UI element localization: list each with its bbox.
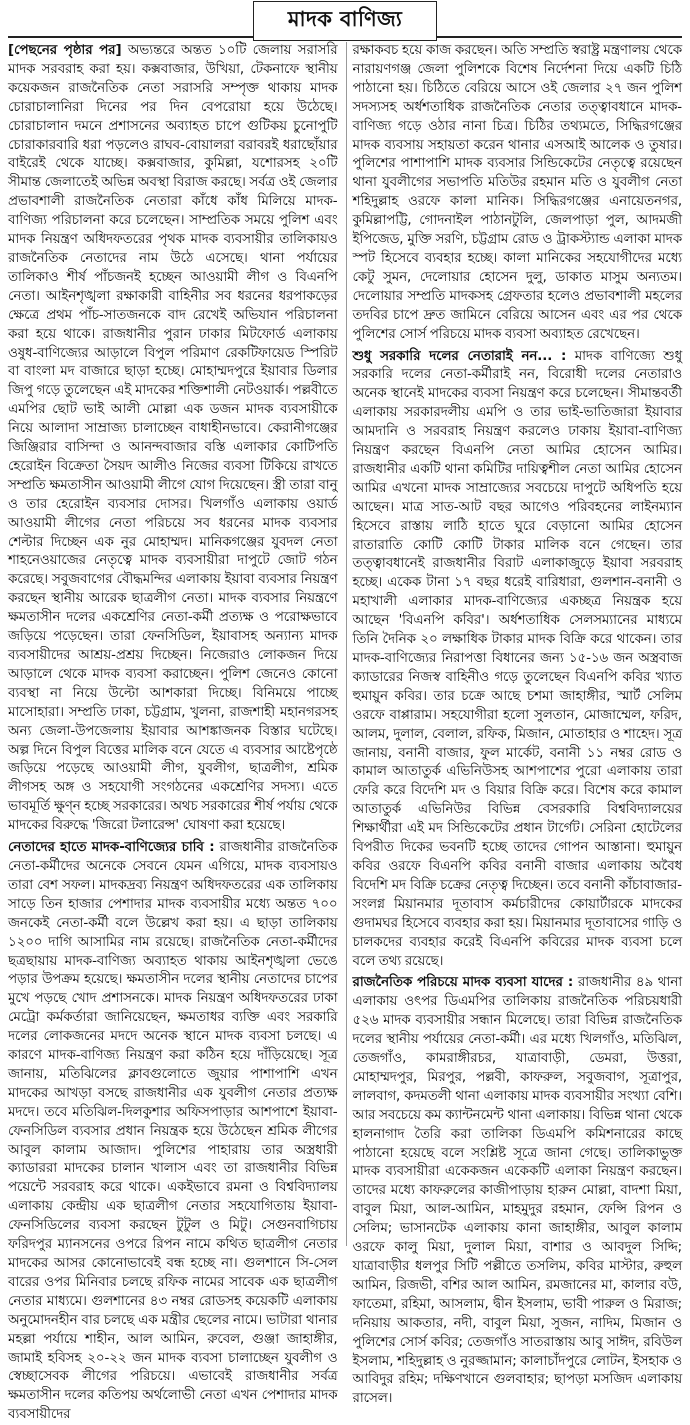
article-paragraph xyxy=(353,42,683,345)
section-header xyxy=(8,6,682,38)
article-columns xyxy=(8,42,682,1423)
subheading: নেতাদের হাতে মাদক-বাণিজ্যের চাবি : xyxy=(8,840,215,856)
continued-from-marker: [পেছনের পৃষ্ঠার পর] xyxy=(8,43,122,58)
subheading: রাজনৈতিক পরিচয়ে মাদক ব্যবসা যাদের : xyxy=(352,975,574,991)
section-title: মাদক বাণিজ্য xyxy=(253,1,437,41)
article-paragraph xyxy=(353,348,683,972)
paragraph-text: রাজধানীর রাজনৈতিক নেতা-কর্মীদের অনেকে সেবনে যেমন এগিয়ে, মাদক ব্যবসায়ও তারা বেশ সফল। মাদকদ্রব্য নিয়ন্ত্রণ অধিদফতরের এক তালিকায় সাড়ে তিন হাজার পেশাদার মাদক ব্যবসায়ীর মধ্যে অন্তত ৭০০ জনকেই নেতা-কর্মী বলে উল্লেখ করা হয়। এ ছাড়া তালিকায় ১২০০ দাগি আসামির নাম রয়েছে। রাজনৈতিক নেতা-কর্মীদের ছত্রছায়ায় মাদক-বাণিজ্য অব্যাহত থাকায় আইনশৃঙ্খলা ভেঙে পড়ার উপক্রম হয়েছে। ক্ষমতাসীন দলের স্থানীয় নেতাদের চাপের মুখে পড়ছে খোদ প্রশাসনকে। মাদক নিয়ন্ত্রণ অধিদফতরের ঢাকা মেট্রো কর্মকর্তারা জানিয়েছেন, ক্ষমতাধর ব্যক্তি এবং সরকারি দলের লোকজনের মদদে অনেক স্থানে মাদক ব্যবসা চলছে। এ কারণে মাদক-বাণিজ্য নিয়ন্ত্রণ করা কঠিন হয়ে দাঁড়িয়েছে। সূত্র জানায়, মতিঝিলের ক্লাবগুলোতে জুয়ার পাশাপাশি এখন মাদকের আখড়া বসছে রাজধানীর এক যুবলীগ নেতার প্রত্যক্ষ মদদে। তবে মতিঝিল-দিলকুশার অফিসপাড়ার আশপাশে ইয়াবা-ফেনসিডিল ব্যবসার প্রধান নিয়ন্ত্রক হয়ে উঠেছেন শ্রমিক লীগের আবুল কালাম আজাদ। পুলিশের পাহারায় তার অস্ত্রধারী ক্যাডাররা মাদকের চালান খালাস এবং তা রাজধানীর বিভিন্ন পয়েন্টে সরবরাহ করে থাকে। একইভাবে রমনা ও বিশ্ববিদ্যালয় এলাকায় কেন্দ্রীয় এক ছাত্রলীগ নেতার সহযোগিতায় ইয়াবা-ফেনসিডিলের ব্যবসা করছেন টুটুল ও মিটু। সেগুনবাগিচায় ফরিদপুর ম্যানসনের ওপরে রিপন নামে কথিত ছাত্রলীগ নেতার মাদকের আসর কোনোভাবেই বন্ধ হচ্ছে না। গুলশানে সি-সেল বারের ওপর মিনিবার চলছে রফিক নামের সাবেক এক ছাত্রলীগ নেতার মাধ্যমে। গুলশানের ৪৩ নম্বর রোডসহ কয়েকটি এলাকায় অনুমোদনহীন বার চলছে এক মন্ত্রীর ছেলের নামে। ভাটারা থানার মহল্লা পর্যায়ে শাহীন, আল আমিন, রুবেল, গুঞ্জা জাহাঙ্গীর, জামাই হবিসহ ২০-২২ জন মাদক ব্যবসা চালাচ্ছেন যুবলীগ ও স্বেচ্ছাসেবক লীগের পরিচয়ে। এভাবেই রাজধানীর সর্বত্র ক্ষমতাসীন দলের কতিপয় অর্থলোভী নেতা এখন পেশাদার মাদক ব্যবসায়ীদের xyxy=(8,840,338,1423)
article-paragraph xyxy=(353,974,683,1409)
article-paragraph xyxy=(8,42,338,836)
paragraph-text: মাদক বাণিজ্যে শুধু সরকারি দলের নেতা-কর্মীরাই নন, বিরোধী দলের নেতারাও অনেক স্থানেই মাদকের ব্যবসা নিয়ন্ত্রণ করে চলেছেন। সীমান্তবর্তী এলাকায় সরকারদলীয় এমপি ও তার ভাই-ভাতিজারা ইয়াবার আমদানি ও সরবরাহ নিয়ন্ত্রণ করলেও ঢাকায় ইয়াবা-বাণিজ্য নিয়ন্ত্রণ করছেন বিএনপি নেতা আমির হোসেন আমির। রাজধানীর একটি থানা কমিটির দায়িত্বশীল নেতা আমির হোসেন আমির এখনো মাদক সাম্রাজ্যের সবচেয়ে দাপুটে অধিপতি হয়ে আছেন। মাত্র সাত-আট বছর আগেও পরিবহনের লাইনম্যান হিসেবে রাস্তায় লাঠি হাতে ঘুরে বেড়ানো আমির হোসেন রাতারাতি কোটি কোটি টাকার মালিক বনে গেছেন। তার তত্ত্বাবধানেই রাজধানীর বিরাট এলাকাজুড়ে ইয়াবা সরবরাহ হচ্ছে। একেক টানা ১৭ বছর ধরেই বারিধারা, গুলশান-বনানী ও মহাখালী এলাকার মাদক-বাণিজ্যের একচ্ছত্র নিয়ন্ত্রক হয়ে আছেন 'বিএনপি কবির'। অর্ধশতাধিক সেলসম্যানের মাধ্যমে তিনি দৈনিক ২০ লক্ষাধিক টাকার মাদক বিক্রি করে থাকেন। তার মাদক-বাণিজ্যের নিরাপত্তা বিধানের জন্য ১৫-১৬ জন অস্ত্রবাজ ক্যাডারের নিজস্ব বাহিনীও গড়ে তুলেছেন বিএনপি কবির খ্যাত হুমায়ুন কবির। তার চক্রে আছে চশমা জাহাঙ্গীর, স্মার্ট সেলিম ওরফে বাপ্পারাম। সহযোগীরা হলো সুলতান, মোজাম্মেল, ফরিদ, আলম, দুলাল, বেলাল, রফিক, মিজান, মোতাহার ও শাহেদ। সূত্র জানায়, বনানী বাজার, ফুল মার্কেট, বনানী ১১ নম্বর রোড ও কামাল আতাতুর্ক এভিনিউসহ আশপাশের পুরো এলাকায় তারা ফেরি করে বিদেশি মদ ও বিয়ার বিক্রি করে। বিশেষ করে কামাল আতাতুর্ক এভিনিউর বিভিন্ন বেসরকারি বিশ্ববিদ্যালয়ের শিক্ষার্থীরা এই মদ সিন্ডিকেটের প্রধান টার্গেট। সেরিনা হোটেলের বিপরীত দিকের ভবনটি হচ্ছে তাদের গোপন আস্তানা। হুমায়ুন কবির ওরফে বিএনপি কবির বনানী বাজার এলাকায় অবৈধ বিদেশি মদ বিক্রি চক্রের নেতৃত্ব দিচ্ছেন। তবে বনানী কাঁচাবাজার-সংলগ্ন মিয়ানমার দূতাবাস কর্মচারীদের কোয়ার্টারকে মাদকের গুদামঘর হিসেবে ব্যবহার করা হয়। মিয়ানমার দূতাবাসের গাড়ি ও চালকদের ব্যবহার করেই বিএনপি কবিরের মাদক ব্যবসা চলে বলে তথ্য রয়েছে। xyxy=(352,348,682,969)
article-column-right xyxy=(346,42,683,1407)
paragraph-text: রাজধানীর ৪৯ থানা এলাকায় ওৎপর ডিএমপির তালিকায় রাজনৈতিক পরিচয়ধারী ৫২৬ মাদক ব্যবসায়ীর সন্ধান মিলেছে। তারা বিভিন্ন রাজনৈতিক দলের স্থানীয় পর্যায়ের নেতা-কর্মী। এর মধ্যে খিলগাঁও, মতিঝিল, তেজগাঁও, কামরাঙ্গীরচর, যাত্রাবাড়ী, ডেমরা, উত্তরা, মোহাম্মদপুর, মিরপুর, পল্লবী, কাফরুল, সবুজবাগ, সূত্রাপুর, লালবাগ, কদমতলী থানা এলাকায় মাদক ব্যবসায়ীর সংখ্যা বেশি। আর সবচেয়ে কম ক্যান্টনমেন্ট থানা এলাকায়। বিভিন্ন থানা থেকে হালনাগাদ তৈরি করা তালিকা ডিএমপি কমিশনারের কাছে পাঠানো হয়েছে বলে সংশ্লিষ্ট সূত্রে জানা গেছে। তালিকাভুক্ত মাদক ব্যবসায়ীরা একেকজন একেকটি এলাকা নিয়ন্ত্রণ করছেন। তাদের মধ্যে কাফরুলের কাজীপাড়ায় হারুন মোল্লা, বাদশা মিয়া, বাবুল মিয়া, আল-আমিন, মাহমুদুর রহমান, ফেন্সি রিপন ও সেলিম; ভাসানটেক এলাকায় কানা জাহাঙ্গীর, আবুল কালাম ওরফে কালু মিয়া, দুলাল মিয়া, বাশার ও আবদুল সিদ্দি; যাত্রাবাড়ীর ধলপুর সিটি পল্লীতে তসলিম, কবির মাস্টার, রুহুল আমিন, রিজভী, বশির আল আমিন, রমজানের মা, কালার বউ, ফাতেমা, রহিমা, আসলাম, দ্বীন ইসলাম, ভাবী পারুল ও মিরাজ; দনিয়ায় আকতার, নদী, বাবুল মিয়া, সুজন, নাদিম, মিজান ও পুলিশের সোর্স কবির; তেজগাঁও সাতরাস্তায় আবু সাঈদ, রবিউল ইসলাম, শহিদুল্লাহ ও নুরজ্জামান; কালাচাঁদপুরে লোটন, ইসহাক ও আবিদুর রহিম; দক্ষিণখানে গুলবাহার; ছাপড়া মসজিদ এলাকায় রাসেল। xyxy=(352,975,682,1407)
subheading: শুধু সরকারি দলের নেতারাই নন... : xyxy=(352,348,567,364)
article-paragraph xyxy=(8,839,338,1425)
paragraph-text: রক্ষাকবচ হয়ে কাজ করছেন। অতি সম্প্রতি স্বরাষ্ট্র মন্ত্রণালয় থেকে নারায়ণগঞ্জ জেলা পুলিশকে বিশেষ নির্দেশনা দিয়ে একটি চিঠি পাঠানো হয়। চিঠিতে বেরিয়ে আসে ওই জেলার ২৭ জন পুলিশ সদস্যসহ অর্ধশতাধিক রাজনৈতিক নেতার তত্ত্বাবধানে মাদক-বাণিজ্য গড়ে ওঠার নানা চিত্র। চিঠির তথ্যমতে, সিদ্ধিরগঞ্জের মাদক ব্যবসায় সহায়তা করেন থানার এসআই আলেক ও তুষার। পুলিশের পাশাপাশি মাদক ব্যবসার সিন্ডিকেটের নেতৃত্বে রয়েছেন থানা যুবলীগের সভাপতি মতিউর রহমান মতি ও যুবলীগ নেতা শহিদুল্লাহ ওরফে কালা মানিক। সিদ্ধিরগঞ্জের এনায়েতনগর, কুমিল্লাপট্টি, গোদনাইল পাঠানটুলি, জেলপাড়া পুল, আদমজী ইপিজেড, মুক্তি সরণি, চট্টগ্রাম রোড ও ট্রাকস্ট্যান্ড এলাকা মাদক স্পট হিসেবে ব্যবহার হচ্ছে। কালা মানিকের সহযোগীদের মধ্যে কেটু সুমন, দেলোয়ার হোসেন দুলু, ডাকাত মাসুম অন্যতম। দেলোয়ার সম্প্রতি মাদকসহ গ্রেফতার হলেও প্রভাবশালী মহলের তদবির চাপে দ্রুত জামিনে বেরিয়ে আসেন এবং এর পর থেকে পুলিশের সোর্স পরিচয়ে মাদক ব্যবসা অব্যাহত রেখেছেন। xyxy=(352,43,682,342)
paragraph-text: অভ্যন্তরে অন্তত ১০টি জেলায় সরাসরি মাদক সরবরাহ করা হয়। কক্সবাজার, উখিয়া, টেকনাফে স্থানীয় কয়েকজন রাজনৈতিক নেতা সরাসরি সম্পৃক্ত থাকায় মাদক চোরাচালানিরা দিনের পর দিন বেপরোয়া হয়ে উঠেছে। চোরাচালান দমনে প্রশাসনের অব্যাহত চাপে গুটিকয় চুনোপুটি চোরাকারবারি ধরা পড়লেও রাঘব-বোয়ালরা বরাবরই ধরাছোঁয়ার বাইরেই থেকে যাচ্ছে। কক্সবাজার, কুমিল্লা, যশোরসহ ২০টি সীমান্ত জেলাতেই অভিন্ন অবস্থা বিরাজ করছে। সর্বত্র ওই জেলার প্রভাবশালী রাজনৈতিক নেতারা কাঁধে কাঁধ মিলিয়ে মাদক-বাণিজ্য পরিচালনা করে চলেছেন। সাম্প্রতিক সময়ে পুলিশ এবং মাদক নিয়ন্ত্রণ অধিদফতরের পৃথক মাদক ব্যবসায়ীর তালিকায়ও রাজনৈতিক নেতাদের নাম উঠে এসেছে। থানা পর্যায়ের তালিকাও শীর্ষ পাঁচজনই হচ্ছেন আওয়ামী লীগ ও বিএনপি নেতা। আইনশৃঙ্খলা রক্ষাকারী বাহিনীর সব ধরনের ধরপাকড়ের ক্ষেত্রে প্রথম পাঁচ-সাতজনকে বাদ রেখেই অভিযান পরিচালনা করা হয়ে থাকে। রাজধানীর পুরান ঢাকার মিটফোর্ড এলাকায় ওষুধ-বাণিজ্যের আড়ালে বিপুল পরিমাণ রেকটিফায়েড স্পিরিট বা বাংলা মদ বাজারে ছাড়া হচ্ছে। মোহাম্মদপুরে ইয়াবার ডিলার জিপু গড়ে তুলেছেন এই মাদকের শক্তিশালী নেটওয়ার্ক। পল্লবীতে এমপির ছোট ভাই আলী মোল্লা এক ডজন মাদক ব্যবসায়ীকে নিয়ে আলাদা সাম্রাজ্য চালাচ্ছেন বাধাহীনভাবে। কেরানীগঞ্জের জিঞ্জিরার বাসিন্দা ও আনন্দবাজার বস্তি এলাকার কোটিপতি হেরোইন বিক্রেতা সৈয়দ আলীও নিজের ব্যবসা টিকিয়ে রাখতে সম্প্রতি ক্ষমতাসীন আওয়ামী লীগে যোগ দিয়েছেন। স্ত্রী তারা বানু ও তার হেরোইন ব্যবসার দোসর। খিলগাঁও এলাকায় ওয়ার্ড আওয়ামী লীগের নেতা পরিচয়ে সব ধরনের মাদক ব্যবসার শেল্টার দিচ্ছেন এক নুর মোহাম্মদ। মানিকগঞ্জের যুবদল নেতা শাহনেওয়াজের নেতৃত্বে মাদক ব্যবসায়ীরা দাপুটে জোট গঠন করেছে। সবুজবাগের বৌদ্ধমন্দির এলাকায় ইয়াবা ব্যবসার নিয়ন্ত্রণ করছেন স্থানীয় আরেক ছাত্রলীগ নেতা। মাদক ব্যবসার নিয়ন্ত্রণে ক্ষমতাসীন দলের একশ্রেণির নেতা-কর্মী প্রত্যক্ষ ও পরোক্ষভাবে জড়িয়ে পড়েছেন। তারা ফেনসিডিল, ইয়াবাসহ অন্যান্য মাদক ব্যবসায়ীদের আশ্রয়-প্রশ্রয় দিচ্ছেন। নিজেরাও লোকজন দিয়ে আড়ালে থেকে মাদক ব্যবসা করাচ্ছেন। পুলিশ জেনেও কোনো ব্যবস্থা না নিয়ে উল্টো আশকারা দিচ্ছে। বিনিময়ে পাচ্ছে মাসোহারা। সম্প্রতি ঢাকা, চট্টগ্রাম, খুলনা, রাজশাহী মহানগরসহ অন্য জেলা-উপজেলায় ইয়াবার আশঙ্কাজনক বিস্তার ঘটেছে। অল্প দিনে বিপুল বিত্তের মালিক বনে যেতে এ ব্যবসার আষ্টেপৃষ্ঠে জড়িয়ে পড়েছে আওয়ামী লীগ, যুবলীগ, ছাত্রলীগ, শ্রমিক লীগসহ অঙ্গ ও সহযোগী সংগঠনের একশ্রেণির সদস্য। এতে ভাবমূর্তি ক্ষুণ্ন হচ্ছে সরকারের। অথচ সরকারের শীর্ষ পর্যায় থেকে মাদকের বিরুদ্ধে 'জিরো টলারেন্স' ঘোষণা করা হয়েছে। xyxy=(8,43,338,834)
article-column-left xyxy=(8,42,338,1423)
